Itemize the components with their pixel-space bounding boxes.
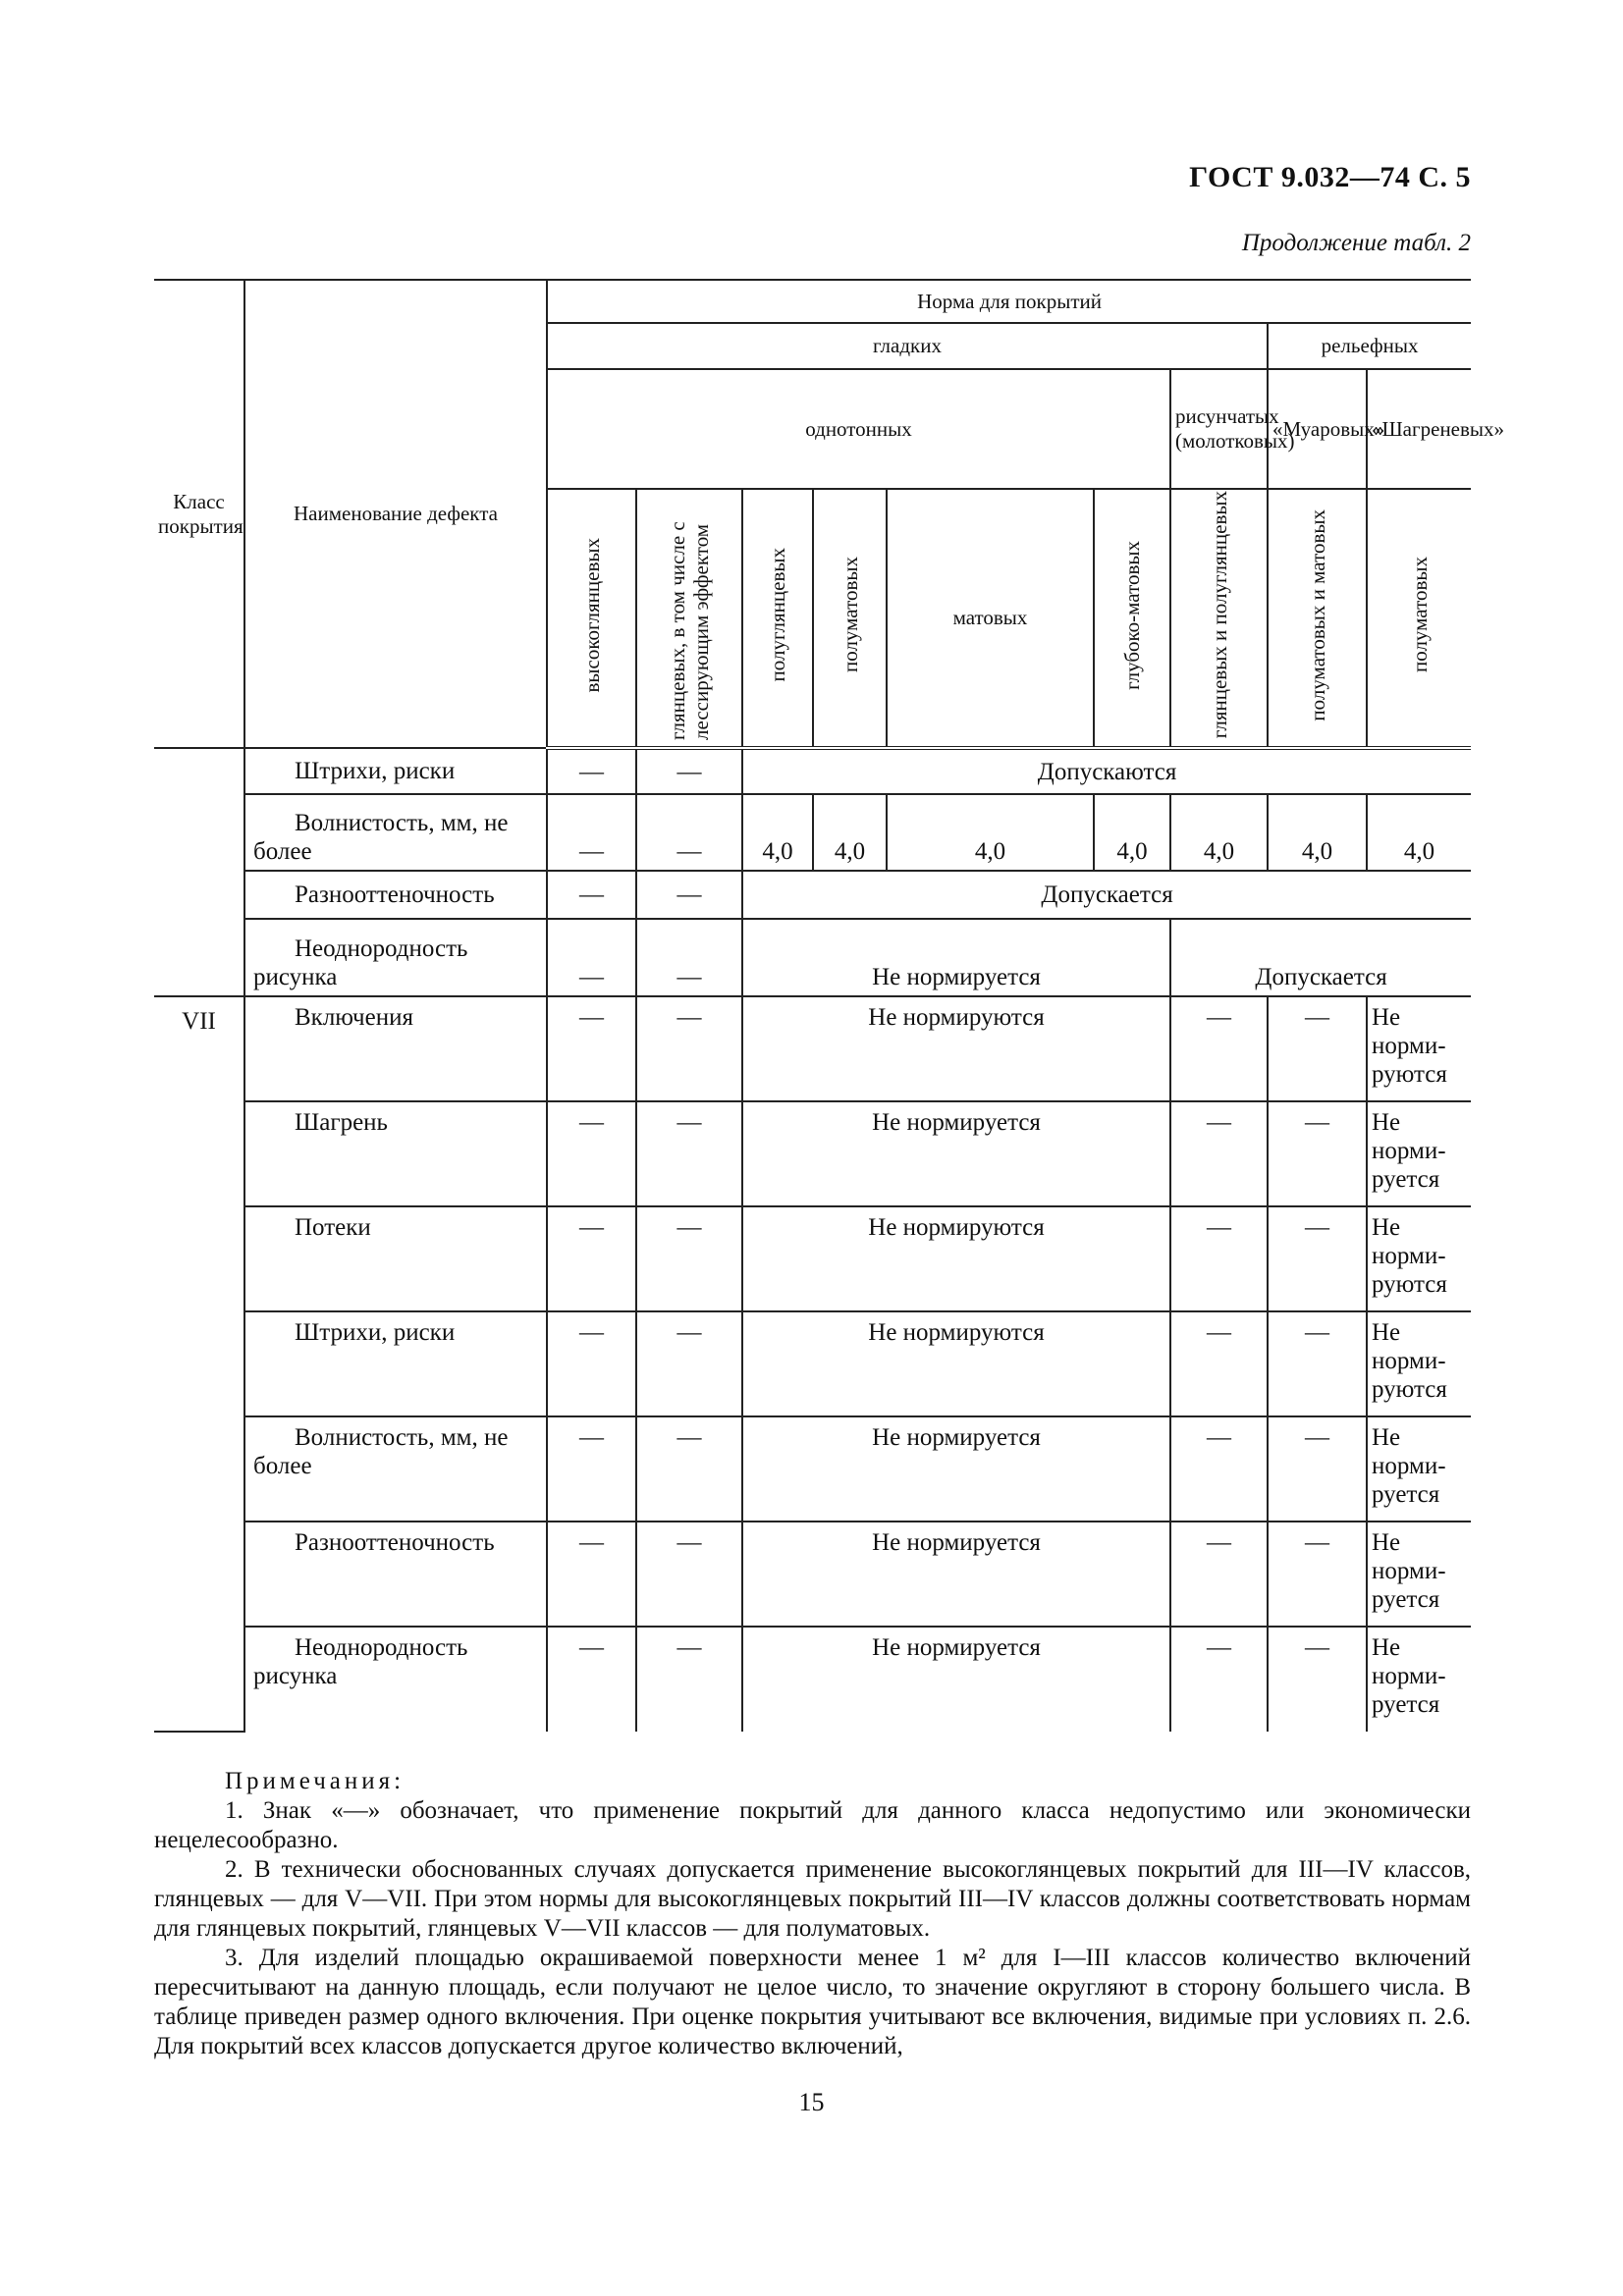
dash-cell: — bbox=[1170, 996, 1268, 1101]
dash-cell: — bbox=[636, 1206, 742, 1311]
note-item: 1. Знак «—» обозначает, что применение покрытий для данного класса недопустимо или экономически нецелесообразно. bbox=[154, 1797, 1471, 1853]
defect-name: Штрихи, риски bbox=[244, 748, 547, 794]
table-row bbox=[154, 1101, 1471, 1206]
dash-cell: — bbox=[1268, 996, 1367, 1101]
notes-title: Примечания: bbox=[225, 1768, 406, 1794]
sub-high-gloss: высокоглянцевых bbox=[547, 489, 636, 748]
defect-name: Разнооттеночность bbox=[244, 871, 547, 919]
sub-deep-matte: глубоко-матовых bbox=[1094, 489, 1170, 748]
not-normalized-cell: Не норми-руется bbox=[1367, 1416, 1471, 1522]
dash-cell: — bbox=[1268, 1101, 1367, 1206]
merged-value: Не нормируется bbox=[742, 1627, 1170, 1732]
dash-cell: — bbox=[1268, 1416, 1367, 1522]
dash-cell: — bbox=[547, 1416, 636, 1522]
not-normalized-cell: Не норми-руются bbox=[1367, 996, 1471, 1101]
merged-value: Не нормируется bbox=[742, 919, 1170, 996]
value-cell: 4,0 bbox=[887, 794, 1094, 871]
sub-semi-matte-relief: полуматовых bbox=[1367, 489, 1471, 748]
note-item: 3. Для изделий площадью окрашиваемой поверхности менее 1 м² для I—III классов количество включений пересчитывают на данную площадь, если получают не целое число, то значение округляют в сторону большего числа. В таблице приведен размер одного включения. При оценке покрытия учитывают все включения, видимые при условиях п. 2.6. Для покрытий всех классов допускается другое количество включений, bbox=[154, 1945, 1471, 2059]
not-normalized-cell: Не норми-руется bbox=[1367, 1627, 1471, 1732]
defect-name: Неоднородность рисунка bbox=[244, 1627, 547, 1732]
dash-cell: — bbox=[547, 996, 636, 1101]
norm-header: Норма для покрытий bbox=[547, 280, 1471, 323]
table-row bbox=[154, 996, 1471, 1101]
table-row bbox=[154, 1522, 1471, 1627]
dash-cell: — bbox=[1268, 1627, 1367, 1732]
page-number: 15 bbox=[798, 2088, 825, 2116]
dash-cell: — bbox=[1170, 1522, 1268, 1627]
dash-cell: — bbox=[636, 1101, 742, 1206]
value-cell: 4,0 bbox=[742, 794, 813, 871]
value-cell: 4,0 bbox=[813, 794, 887, 871]
table-row bbox=[154, 794, 1471, 871]
table-row bbox=[154, 871, 1471, 919]
dash-cell: — bbox=[1170, 1311, 1268, 1416]
shagreen-header: «Шагреневых» bbox=[1367, 369, 1471, 489]
dash-cell: — bbox=[1268, 1522, 1367, 1627]
table-row bbox=[154, 1416, 1471, 1522]
merged-value: Не нормируются bbox=[742, 996, 1170, 1101]
dash-cell: — bbox=[547, 1206, 636, 1311]
not-normalized-cell: Не норми-руется bbox=[1367, 1522, 1471, 1627]
dash-cell: — bbox=[636, 1522, 742, 1627]
dash-cell: — bbox=[547, 1311, 636, 1416]
dash-cell: — bbox=[636, 1627, 742, 1732]
sub-matte: матовых bbox=[887, 489, 1094, 748]
document-header: ГОСТ 9.032—74 С. 5 bbox=[1189, 161, 1471, 193]
dash-cell: — bbox=[1268, 1311, 1367, 1416]
merged-value: Не нормируется bbox=[742, 1416, 1170, 1522]
defect-name: Волнистость, мм, не более bbox=[244, 1416, 547, 1522]
merged-value: Не нормируется bbox=[742, 1101, 1170, 1206]
defect-column-header: Наименование дефекта bbox=[244, 280, 547, 748]
merged-value: Допускается bbox=[742, 871, 1471, 919]
value-cell: 4,0 bbox=[1170, 794, 1268, 871]
dash-cell: — bbox=[547, 1627, 636, 1732]
defect-name: Шагрень bbox=[244, 1101, 547, 1206]
merged-value: Допускается bbox=[1170, 919, 1471, 996]
dash-cell: — bbox=[547, 1522, 636, 1627]
dash-cell: — bbox=[636, 919, 742, 996]
table-row bbox=[154, 1627, 1471, 1732]
not-normalized-cell: Не норми-руются bbox=[1367, 1311, 1471, 1416]
defect-name: Включения bbox=[244, 996, 547, 1101]
dash-cell: — bbox=[636, 748, 742, 794]
defect-norms-table bbox=[154, 279, 1505, 1733]
class-cell: VII bbox=[154, 996, 244, 1732]
dash-cell: — bbox=[636, 871, 742, 919]
notes-section bbox=[154, 1767, 1471, 2061]
merged-value: Допускаются bbox=[742, 748, 1471, 794]
dash-cell: — bbox=[547, 871, 636, 919]
patterned-header: рисунчатых (молотковых) bbox=[1170, 369, 1268, 489]
defect-name: Штрихи, риски bbox=[244, 1311, 547, 1416]
defect-name: Потеки bbox=[244, 1206, 547, 1311]
defect-name: Неоднородность рисунка bbox=[244, 919, 547, 996]
table-row bbox=[154, 1311, 1471, 1416]
dash-cell: — bbox=[547, 794, 636, 871]
dash-cell: — bbox=[1170, 1416, 1268, 1522]
defect-name: Волнистость, мм, не более bbox=[244, 794, 547, 871]
dash-cell: — bbox=[1170, 1627, 1268, 1732]
dash-cell: — bbox=[636, 1416, 742, 1522]
dash-cell: — bbox=[1170, 1101, 1268, 1206]
table-row bbox=[154, 748, 1471, 794]
sub-gloss-semigloss: глянцевых и полуглянцевых bbox=[1170, 489, 1268, 748]
table-row bbox=[154, 1206, 1471, 1311]
defect-name: Разнооттеночность bbox=[244, 1522, 547, 1627]
smooth-header: гладких bbox=[547, 323, 1268, 369]
moire-header: «Муаровых» bbox=[1268, 369, 1367, 489]
not-normalized-cell: Не норми-руется bbox=[1367, 1101, 1471, 1206]
dash-cell: — bbox=[1170, 1206, 1268, 1311]
not-normalized-cell: Не норми-руются bbox=[1367, 1206, 1471, 1311]
merged-value: Не нормируются bbox=[742, 1311, 1170, 1416]
dash-cell: — bbox=[547, 748, 636, 794]
table-continuation-label: Продолжение табл. 2 bbox=[1241, 230, 1471, 256]
dash-cell: — bbox=[636, 996, 742, 1101]
dash-cell: — bbox=[547, 919, 636, 996]
dash-cell: — bbox=[1268, 1206, 1367, 1311]
merged-value: Не нормируются bbox=[742, 1206, 1170, 1311]
dash-cell: — bbox=[636, 1311, 742, 1416]
note-item: 2. В технически обоснованных случаях допускается применение высокоглянцевых покрытий для III—IV классов, глянцевых — для V—VII. При этом нормы для высокоглянцевых покрытий III—IV классов должны соответствовать нормам для глянцевых покрытий, глянцевых V—VII классов — для полуматовых. bbox=[154, 1856, 1471, 1942]
sub-semimatte-matte: полуматовых и матовых bbox=[1268, 489, 1367, 748]
dash-cell: — bbox=[636, 794, 742, 871]
class-cell-empty bbox=[154, 748, 244, 996]
table-row bbox=[154, 919, 1471, 996]
merged-value: Не нормируется bbox=[742, 1522, 1170, 1627]
single-tone-header: однотонных bbox=[547, 369, 1170, 489]
value-cell: 4,0 bbox=[1094, 794, 1170, 871]
class-column-header: Класс покрытия bbox=[154, 280, 244, 748]
sub-gloss: глянцевых, в том числе с лессирующим эффектом bbox=[636, 489, 742, 748]
sub-semi-matte: полуматовых bbox=[813, 489, 887, 748]
sub-semi-gloss: полуглянцевых bbox=[742, 489, 813, 748]
value-cell: 4,0 bbox=[1268, 794, 1367, 871]
dash-cell: — bbox=[547, 1101, 636, 1206]
relief-header: рельефных bbox=[1268, 323, 1471, 369]
value-cell: 4,0 bbox=[1367, 794, 1471, 871]
